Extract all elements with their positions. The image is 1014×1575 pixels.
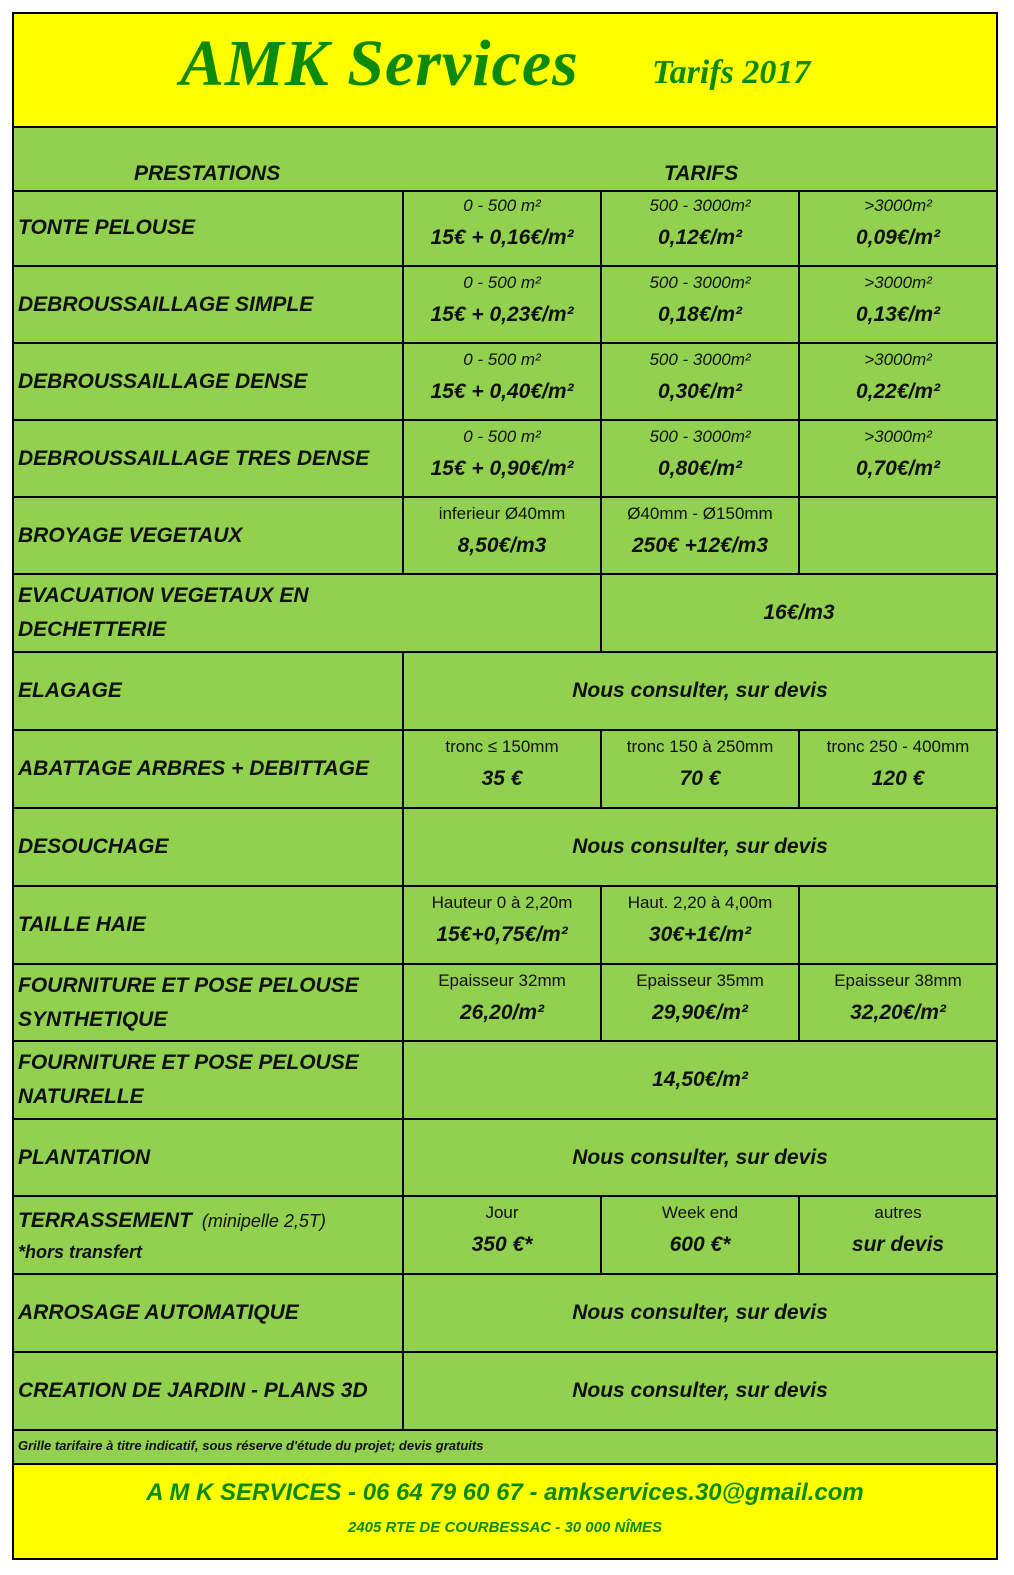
- price-value-wide: 14,50€/m²: [652, 1068, 748, 1091]
- price-cell: [800, 731, 996, 807]
- service-name-text: ARROSAGE AUTOMATIQUE: [18, 1301, 299, 1324]
- service-note: (minipelle 2,5T): [201, 1211, 326, 1231]
- contact-line: A M K SERVICES - 06 64 79 60 67 - amkservices.30@gmail.com: [146, 1479, 864, 1506]
- price-cell-value: 15€ + 0,16€/m²: [430, 226, 574, 249]
- service-name-text: DESOUCHAGE: [18, 835, 169, 858]
- price-row: [14, 1353, 996, 1431]
- service-name-text: PLANTATION: [18, 1145, 151, 1169]
- price-cell-value: 29,90€/m²: [652, 1001, 748, 1024]
- price-cell: [404, 731, 600, 807]
- price-cell-heading: 0 - 500 m²: [463, 196, 541, 215]
- price-cell: [602, 887, 798, 963]
- price-cell: [602, 190, 798, 265]
- price-cell-value: 0,22€/m²: [855, 380, 941, 403]
- service-name: [18, 211, 400, 245]
- service-name-text: BROYAGE VEGETAUX: [18, 523, 243, 547]
- service-name: [18, 1204, 400, 1238]
- price-cell: [800, 421, 996, 496]
- price-cell-heading: >3000m²: [864, 273, 932, 292]
- service-name: [18, 579, 400, 647]
- price-cell: [404, 421, 600, 496]
- price-row: [14, 190, 996, 267]
- price-cell: [800, 965, 996, 1040]
- price-row: [14, 421, 996, 498]
- service-name-text: ABATTAGE ARBRES + DEBITTAGE: [18, 757, 369, 780]
- price-cell-value: 26,20/m²: [459, 1001, 545, 1024]
- service-label: [18, 267, 400, 342]
- price-cell-value: 0,80€/m²: [657, 457, 743, 480]
- price-cell-heading: 500 - 3000m²: [649, 427, 751, 446]
- service-label: [18, 1120, 400, 1195]
- service-label: [18, 498, 400, 573]
- price-row: [14, 809, 996, 887]
- price-cell-value: 15€ + 0,23€/m²: [430, 303, 574, 326]
- price-cell: [602, 344, 798, 419]
- price-cell: [800, 1197, 996, 1273]
- service-label: [18, 421, 400, 496]
- price-cell-value: 8,50€/m3: [457, 534, 547, 557]
- service-name: [18, 752, 400, 786]
- service-name-text: FOURNITURE ET POSE PELOUSE: [18, 973, 359, 997]
- price-cell: [800, 190, 996, 265]
- service-label: [18, 653, 400, 729]
- service-label: [18, 887, 400, 963]
- service-label: [18, 965, 400, 1040]
- brand-title: AMK Services: [180, 27, 579, 100]
- price-cell-value: 35 €: [481, 767, 523, 790]
- price-cell: [602, 1197, 798, 1273]
- price-value-wide: Nous consulter, sur devis: [572, 1145, 828, 1169]
- service-name-text: TONTE PELOUSE: [18, 215, 195, 239]
- price-cell-heading: Haut. 2,20 à 4,00m: [627, 893, 773, 912]
- service-name: [18, 674, 400, 708]
- price-row: [14, 887, 996, 965]
- price-row: [14, 267, 996, 344]
- price-cell-heading: tronc 250 - 400mm: [826, 737, 970, 756]
- price-cell-value: 15€+0,75€/m²: [436, 923, 568, 946]
- service-name: [18, 519, 400, 553]
- price-cell-heading: Epaisseur 35mm: [636, 971, 764, 990]
- service-name-text: TERRASSEMENT: [18, 1209, 192, 1232]
- price-cell-value: 0,30€/m²: [657, 380, 743, 403]
- disclaimer: [14, 1431, 996, 1465]
- price-cell: [404, 498, 600, 573]
- price-cell-heading: Jour: [485, 1203, 519, 1222]
- price-cell-heading: Hauteur 0 à 2,20m: [431, 893, 573, 912]
- price-cell: [404, 887, 600, 963]
- price-row: [14, 1042, 996, 1120]
- price-cell: [800, 344, 996, 419]
- price-value-wide: Nous consulter, sur devis: [572, 835, 828, 858]
- price-row: [14, 1120, 996, 1197]
- price-cell: [800, 887, 996, 963]
- price-cell-value: 32,20€/m²: [850, 1001, 946, 1024]
- service-name-line2: NATURELLE: [18, 1085, 144, 1108]
- service-name-text: ELAGAGE: [18, 679, 122, 702]
- service-label: [18, 344, 400, 419]
- price-value-wide: Nous consulter, sur devis: [572, 679, 828, 702]
- prices-column-header: TARIFS: [664, 162, 739, 185]
- price-cell-heading: 0 - 500 m²: [463, 350, 541, 369]
- service-name-line2: SYNTHETIQUE: [18, 1007, 168, 1031]
- price-cell-heading: Week end: [661, 1203, 739, 1222]
- price-cell-heading: 500 - 3000m²: [649, 196, 751, 215]
- price-cell-heading: 0 - 500 m²: [463, 427, 541, 446]
- service-name-text: DEBROUSSAILLAGE DENSE: [18, 369, 308, 393]
- service-name: [18, 288, 400, 322]
- price-value-wide: Nous consulter, sur devis: [572, 1301, 828, 1324]
- price-cell-heading: inferieur Ø40mm: [438, 504, 566, 523]
- price-cell-value: 0,09€/m²: [855, 226, 941, 249]
- column-headers: [14, 128, 996, 192]
- services-column-header: PRESTATIONS: [134, 162, 281, 185]
- price-cell-heading: autres: [874, 1203, 922, 1222]
- service-label: [18, 1275, 400, 1351]
- price-cell: [602, 965, 798, 1040]
- price-value-wide: Nous consulter, sur devis: [572, 1379, 828, 1402]
- price-cell: [602, 267, 798, 342]
- service-name: [18, 1374, 400, 1408]
- price-cell-value: 15€ + 0,90€/m²: [430, 457, 574, 480]
- price-cell-value: 30€+1€/m²: [648, 923, 752, 946]
- price-sheet: [12, 12, 998, 1560]
- service-label: [18, 1197, 400, 1273]
- service-name: [18, 1046, 400, 1080]
- price-cell-value: 0,70€/m²: [855, 457, 941, 480]
- price-row: [14, 575, 996, 653]
- price-cell-value: 70 €: [679, 767, 721, 790]
- price-cell-value: 15€ + 0,40€/m²: [430, 380, 574, 403]
- price-cell-heading: 500 - 3000m²: [649, 350, 751, 369]
- price-cell-value: 250€ +12€/m3: [631, 534, 769, 557]
- service-name: [18, 830, 400, 864]
- price-cell: [404, 344, 600, 419]
- service-name: [18, 908, 400, 942]
- price-row: [14, 653, 996, 731]
- price-cell: [404, 1197, 600, 1273]
- service-name: [18, 365, 400, 399]
- price-cell: [404, 965, 600, 1040]
- service-label: [18, 1353, 400, 1429]
- price-row: [14, 498, 996, 575]
- price-cell-value: 0,13€/m²: [855, 303, 941, 326]
- price-cell-value: 120 €: [871, 767, 925, 790]
- price-value-wide: 16€/m3: [763, 601, 835, 624]
- service-label: [18, 575, 400, 651]
- footer-banner: [14, 1465, 996, 1558]
- price-row: [14, 965, 996, 1042]
- service-label: [18, 1042, 400, 1118]
- header-banner: [14, 14, 996, 128]
- price-cell-value: 0,12€/m²: [657, 226, 743, 249]
- price-cell-heading: 500 - 3000m²: [649, 273, 751, 292]
- service-name: [18, 1296, 400, 1330]
- service-name: [18, 1141, 400, 1175]
- price-cell: [602, 498, 798, 573]
- price-row: [14, 344, 996, 421]
- service-name-text: DEBROUSSAILLAGE TRES DENSE: [18, 446, 370, 470]
- price-cell-heading: >3000m²: [864, 196, 932, 215]
- service-name-text: FOURNITURE ET POSE PELOUSE: [18, 1051, 359, 1074]
- price-cell-value: 350 €*: [471, 1233, 533, 1256]
- price-cell-heading: >3000m²: [864, 427, 932, 446]
- price-cell: [404, 267, 600, 342]
- service-name-text: TAILLE HAIE: [18, 913, 146, 936]
- price-row: [14, 731, 996, 809]
- price-cell-heading: 0 - 500 m²: [463, 273, 541, 292]
- service-label: [18, 190, 400, 265]
- price-cell-heading: Ø40mm - Ø150mm: [627, 504, 773, 523]
- price-cell-heading: tronc ≤ 150mm: [445, 737, 559, 756]
- price-cell: [800, 498, 996, 573]
- price-cell-value: 600 €*: [669, 1233, 731, 1256]
- price-cell-heading: >3000m²: [864, 350, 932, 369]
- service-name-text: DEBROUSSAILLAGE SIMPLE: [18, 292, 314, 316]
- price-cell-heading: Epaisseur 32mm: [438, 971, 566, 990]
- service-label: [18, 731, 400, 807]
- service-subnote: *hors transfert: [18, 1242, 143, 1262]
- service-name: [18, 442, 400, 476]
- service-name-text: CREATION DE JARDIN - PLANS 3D: [18, 1379, 368, 1402]
- price-cell-value: sur devis: [851, 1233, 945, 1256]
- price-row: [14, 1197, 996, 1275]
- price-cell: [602, 731, 798, 807]
- year-label: Tarifs 2017: [652, 54, 811, 91]
- price-row: [14, 1275, 996, 1353]
- address-line: 2405 RTE DE COURBESSAC - 30 000 NÎMES: [348, 1519, 662, 1536]
- price-cell-heading: Epaisseur 38mm: [834, 971, 962, 990]
- price-cell: [800, 267, 996, 342]
- service-name-text: EVACUATION VEGETAUX EN DECHETTERIE: [18, 584, 309, 641]
- price-cell: [404, 190, 600, 265]
- price-cell-heading: tronc 150 à 250mm: [626, 737, 774, 756]
- price-cell: [602, 421, 798, 496]
- disclaimer-text: Grille tarifaire à titre indicatif, sous réserve d'étude du projet; devis gratuits: [18, 1438, 484, 1453]
- service-name: [18, 969, 400, 1003]
- service-label: [18, 809, 400, 885]
- price-cell-value: 0,18€/m²: [657, 303, 743, 326]
